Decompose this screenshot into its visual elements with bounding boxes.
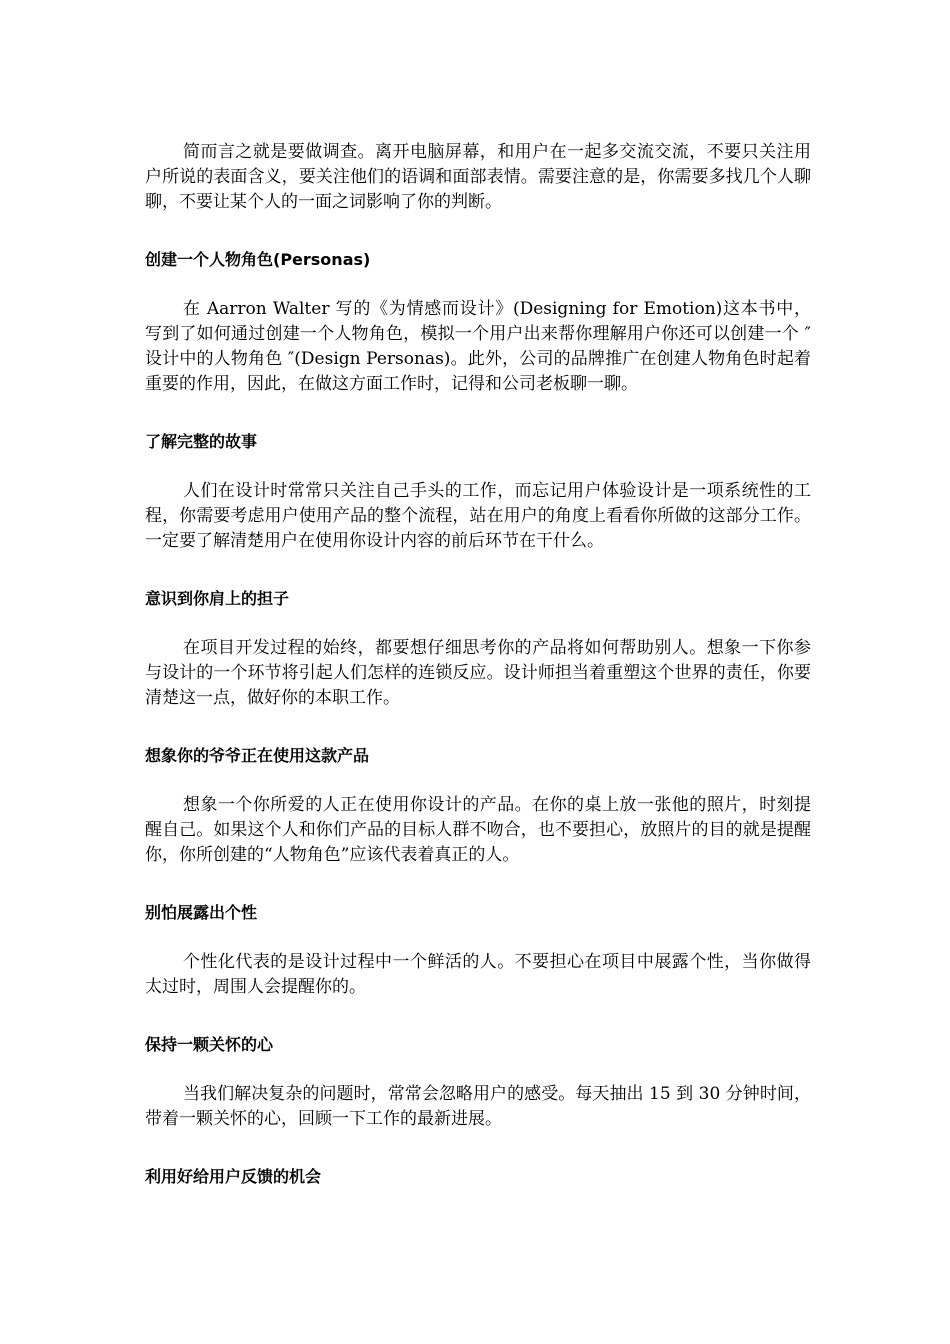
paragraph-full-story: 人们在设计时常常只关注自己手头的工作，而忘记用户体验设计是一项系统性的工程，你需要考虑用户使用产品的整个流程，站在用户的角度上看看你所做的这部分工作。一定要了解清楚用户在使用你设计内容的前后环节在干什么。 bbox=[145, 481, 811, 551]
document-page bbox=[145, 140, 811, 1189]
heading-responsibility: 意识到你肩上的担子 bbox=[145, 589, 290, 608]
paragraph-intro: 简而言之就是要做调查。离开电脑屏幕，和用户在一起多交流交流，不要只关注用户所说的表面含义，要关注他们的语调和面部表情。需要注意的是，你需要多找几个人聊聊，不要让某个人的一面之词影响了你的判断。 bbox=[145, 142, 811, 212]
heading-feedback: 利用好给用户反馈的机会 bbox=[145, 1167, 322, 1186]
heading-grandpa: 想象你的爷爷正在使用这款产品 bbox=[145, 746, 370, 765]
heading-full-story: 了解完整的故事 bbox=[145, 432, 258, 451]
paragraph-responsibility: 在项目开发过程的始终，都要想仔细思考你的产品将如何帮助别人。想象一下你参与设计的一个环节将引起人们怎样的连锁反应。设计师担当着重塑这个世界的责任，你要清楚这一点，做好你的本职工作。 bbox=[145, 638, 811, 708]
heading-personas: 创建一个人物角色(Personas) bbox=[145, 250, 371, 269]
paragraph-grandpa: 想象一个你所爱的人正在使用你设计的产品。在你的桌上放一张他的照片，时刻提醒自己。如果这个人和你们产品的目标人群不吻合，也不要担心，放照片的目的就是提醒你，你所创建的“人物角色”应该代表着真正的人。 bbox=[145, 795, 811, 865]
heading-care: 保持一颗关怀的心 bbox=[145, 1035, 274, 1054]
heading-personality: 别怕展露出个性 bbox=[145, 903, 258, 922]
paragraph-personality: 个性化代表的是设计过程中一个鲜活的人。不要担心在项目中展露个性，当你做得太过时，周围人会提醒你的。 bbox=[145, 952, 811, 997]
paragraph-care: 当我们解决复杂的问题时，常常会忽略用户的感受。每天抽出 15 到 30 分钟时间，带着一颗关怀的心，回顾一下工作的最新进展。 bbox=[145, 1084, 811, 1129]
paragraph-personas: 在 Aarron Walter 写的《为情感而设计》(Designing for Emotion)这本书中，写到了如何通过创建一个人物角色，模拟一个用户出来帮你理解用户你还可以创建一个 ″ 设计中的人物角色 ″(Design Personas)。此外，公司的品牌推广在创建人物角色时起着重要的作用，因此，在做这方面工作时，记得和公司老板聊一聊。 bbox=[145, 299, 811, 394]
